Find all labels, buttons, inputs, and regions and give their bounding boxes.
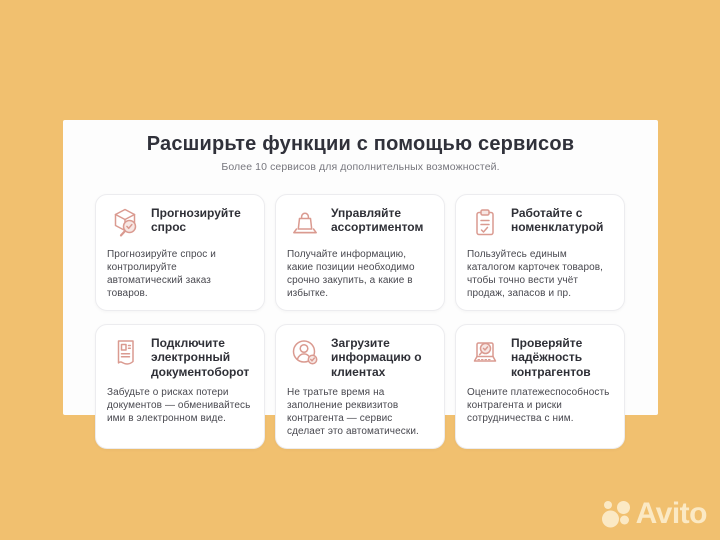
- card-counterparty-check: [455, 324, 625, 449]
- avito-wordmark: Avito: [635, 497, 707, 530]
- card-description: Получайте информацию, какие позиции необходимо срочно закупить, а какие в избытке.: [287, 249, 415, 299]
- demand-forecast-icon: [107, 205, 143, 241]
- card-head: [287, 335, 433, 379]
- card-title: Проверяйте надёжность контрагентов: [511, 336, 591, 379]
- card-description: Оцените платежеспособность контрагента и риски сотрудничества с ним.: [467, 387, 610, 425]
- card-demand-forecast: [95, 194, 265, 311]
- card-head: [287, 205, 433, 241]
- card-title: Прогнозируйте спрос: [151, 206, 241, 235]
- card-title: Работайте с номенклатурой: [511, 206, 604, 235]
- edm-document-icon: [107, 335, 143, 371]
- card-description: Забудьте о рисках потери документов — обменивайтесь ими в электронном виде.: [107, 387, 251, 425]
- card-head: [467, 205, 613, 241]
- card-head: [107, 205, 253, 241]
- card-description: Не тратьте время на заполнение реквизитов контрагента — сервис сделает это автоматически.: [287, 387, 419, 438]
- card-head: [467, 335, 613, 379]
- services-panel: [63, 120, 658, 438]
- customer-info-icon: [287, 335, 323, 371]
- page-subtitle: Более 10 сервисов для дополнительных возможностей.: [221, 161, 500, 173]
- card-assortment: [275, 194, 445, 311]
- card-head: [107, 335, 253, 379]
- card-description: Прогнозируйте спрос и контролируйте автоматический заказ товаров.: [107, 249, 216, 299]
- card-edm: [95, 324, 265, 449]
- assortment-icon: [287, 205, 323, 241]
- page-title: Расширьте функции с помощью сервисов: [146, 133, 575, 155]
- avito-logo-icon: [602, 499, 632, 529]
- service-cards-grid: [95, 194, 625, 449]
- panel-header: [63, 120, 658, 173]
- card-nomenclature: [455, 194, 625, 311]
- nomenclature-icon: [467, 205, 503, 241]
- card-customer-info: [275, 324, 445, 449]
- card-title: Подключите электронный документоборот: [151, 336, 250, 379]
- card-title: Управляйте ассортиментом: [331, 206, 424, 235]
- card-description: Пользуйтесь единым каталогом карточек товаров, чтобы точно вести учёт продаж, запасов и пр.: [467, 249, 604, 299]
- counterparty-check-icon: [467, 335, 503, 371]
- card-title: Загрузите информацию о клиентах: [331, 336, 422, 379]
- avito-watermark: [602, 499, 707, 529]
